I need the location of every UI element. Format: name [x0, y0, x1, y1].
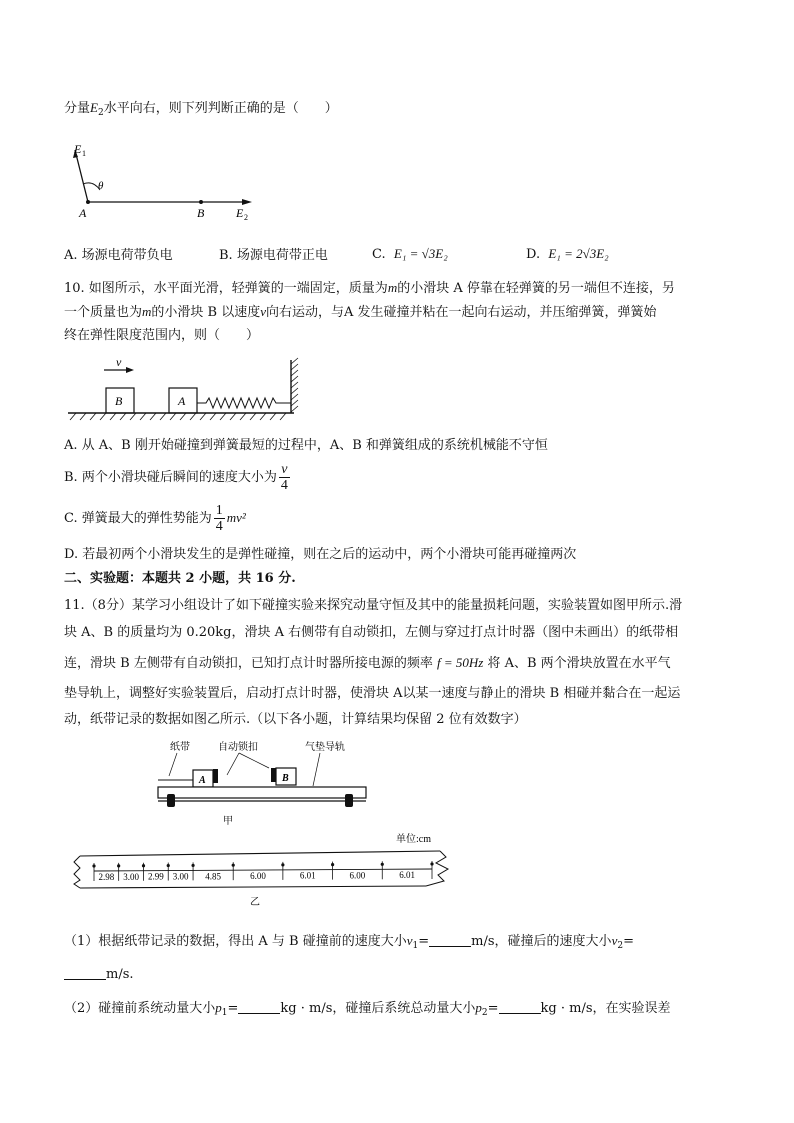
velocity-arrowhead [126, 367, 134, 373]
block-a-label: A [178, 394, 186, 408]
lock-b [271, 768, 276, 782]
tape-dot [381, 863, 384, 866]
e2-sub: 2 [244, 213, 248, 222]
q11-sub1-cont: m/s. [64, 966, 134, 984]
track-foot-left [167, 794, 175, 807]
b-label: B [197, 206, 205, 220]
p2-answer-blank[interactable] [499, 1001, 541, 1014]
tape-segment-label: 4.85 [205, 871, 222, 882]
v2-answer-blank[interactable] [64, 967, 106, 980]
figure-jia-caption: 甲 [223, 816, 233, 827]
e2-label: E [236, 206, 244, 220]
q11-figure-yi [70, 830, 450, 908]
unit-label: 单位:cm [396, 834, 431, 845]
section-2-heading: 二、实验题：本题共 2 小题，共 16 分. [64, 571, 296, 586]
spring [197, 398, 291, 408]
q10-spring-diagram [66, 352, 311, 422]
q10-stem-line2: 一个质量也为m的小滑块 B 以速度v向右运动，与A 发生碰撞并粘在一起向右运动，并压缩弹簧，弹簧始 [64, 304, 657, 320]
q11-figure-jia [155, 738, 370, 828]
q10-stem-line1: 10. 如图所示，水平面光滑，轻弹簧的一端固定，质量为m的小滑块 A 停靠在轻弹簧的另一端但不连接，另 [64, 280, 675, 296]
tape-dot [430, 862, 433, 865]
block-b-label: B [115, 394, 123, 408]
tape-dot [232, 864, 235, 867]
figure-yi-caption: 乙 [250, 897, 260, 908]
auto-lock-label: 自动锁扣 [218, 742, 258, 753]
air-track [158, 787, 366, 798]
q9-option-b: B. 场源电荷带正电 [219, 248, 328, 263]
fraction-v-over-4: $\frac{v}{4}$ [280, 462, 288, 493]
floor-hatching [70, 413, 286, 420]
q10-option-b: B. 两个小滑块碰后瞬间的速度大小为 $\frac{v}{4}$ [64, 462, 288, 493]
velocity-label: v [116, 355, 122, 369]
q9-option-a: A. 场源电荷带负电 [64, 248, 173, 263]
theta-label: θ [98, 180, 104, 192]
air-track-label: 气垫导轨 [305, 742, 345, 753]
wall-hatching [291, 358, 298, 412]
q9-field-diagram [70, 140, 260, 225]
tape-segment-label: 2.99 [147, 871, 164, 882]
p1-answer-blank[interactable] [238, 1001, 280, 1014]
tape-segment-label: 3.00 [172, 871, 189, 882]
q11-stem-line4: 垫导轨上，调整好实验装置后，启动打点计时器，使滑块 A以某一速度与静止的滑块 B 相碰并黏合在一起运 [64, 686, 681, 701]
tape-segment-label: 2.98 [98, 871, 115, 882]
q11-stem-line3: 连，滑块 B 左侧带有自动锁扣，已知打点计时器所接电源的频率 f = 50Hz 将 A、B 两个滑块放置在水平气 [64, 655, 671, 671]
fraction-one-quarter: $\frac{1}{4}$ [215, 503, 223, 534]
tape-left-torn-edge [74, 856, 80, 888]
a-label: A [79, 206, 87, 220]
glider-b-label: B [282, 773, 289, 784]
tape-right-torn-edge [426, 851, 448, 886]
tape-segment-label: 6.00 [250, 871, 266, 882]
point-a-dot [86, 200, 90, 204]
tape-dot [281, 863, 284, 866]
e2-arrowhead [242, 199, 252, 205]
tape-dot [92, 864, 95, 867]
q9-stem: 分量$E_2$水平向右，则下列判断正确的是（ ） [64, 100, 338, 118]
track-foot-right [345, 794, 353, 807]
tape-segment-label: 6.00 [349, 870, 366, 881]
q9-option-d: D. E₁ = 2√3E₂ [526, 246, 609, 262]
q10-stem-line3: 终在弹性限度范围内，则（ ） [64, 328, 260, 343]
v1-answer-blank[interactable] [429, 934, 471, 947]
q10-option-d: D. 若最初两个小滑块发生的是弹性碰撞，则在之后的运动中，两个小滑块可能再碰撞两次 [64, 547, 577, 562]
q10-option-a: A. 从 A、B 刚开始碰撞到弹簧最短的过程中，A、B 和弹簧组成的系统机械能不守恒 [64, 438, 548, 453]
q11-stem-line1: 11.（8分）某学习小组设计了如下碰撞实验来探究动量守恒及其中的能量损耗问题，实验装置如图甲所示.滑 [64, 598, 683, 613]
q11-stem-line2: 块 A、B 的质量均为 0.20kg，滑块 A 右侧带有自动锁扣，左侧与穿过打点计时器（图中未画出）的纸带相 [64, 625, 679, 640]
q9-option-c: C. E₁ = √3E₂ [372, 246, 448, 262]
glider-a-label: A [199, 775, 206, 786]
q11-sub1: （1）根据纸带记录的数据，得出 A 与 B 碰撞前的速度大小$v_1= m/s$，碰撞后的速度大小$v_2=$ [64, 933, 634, 951]
tape-top-edge [80, 851, 440, 856]
tape-dot [142, 864, 145, 867]
tape-segment-label: 6.01 [299, 870, 316, 881]
e1-sub: 1 [82, 149, 86, 158]
lock-a [213, 769, 218, 783]
tape-dot [167, 864, 170, 867]
q11-sub2: （2）碰撞前系统动量大小$p_1=$ kg · m/s，碰撞后系统总动量大小$p_2=$ kg · m/s，在实验误差 [64, 1000, 671, 1018]
tape-dot [191, 864, 194, 867]
point-b-dot [199, 200, 203, 204]
tape-bottom-edge [80, 886, 426, 888]
tape-dot [331, 863, 334, 866]
tape-dot [117, 864, 120, 867]
q10-option-c: C. 弹簧最大的弹性势能为 $\frac{1}{4}$ mv² [64, 503, 246, 534]
q11-stem-line5: 动，纸带记录的数据如图乙所示.（以下各小题，计算结果均保留 2 位有效数字） [64, 712, 527, 727]
tape-segment-label: 6.01 [399, 870, 416, 881]
paper-tape-label: 纸带 [170, 742, 190, 753]
tape-segment-label: 3.00 [123, 871, 139, 882]
e1-label: E [74, 142, 82, 156]
